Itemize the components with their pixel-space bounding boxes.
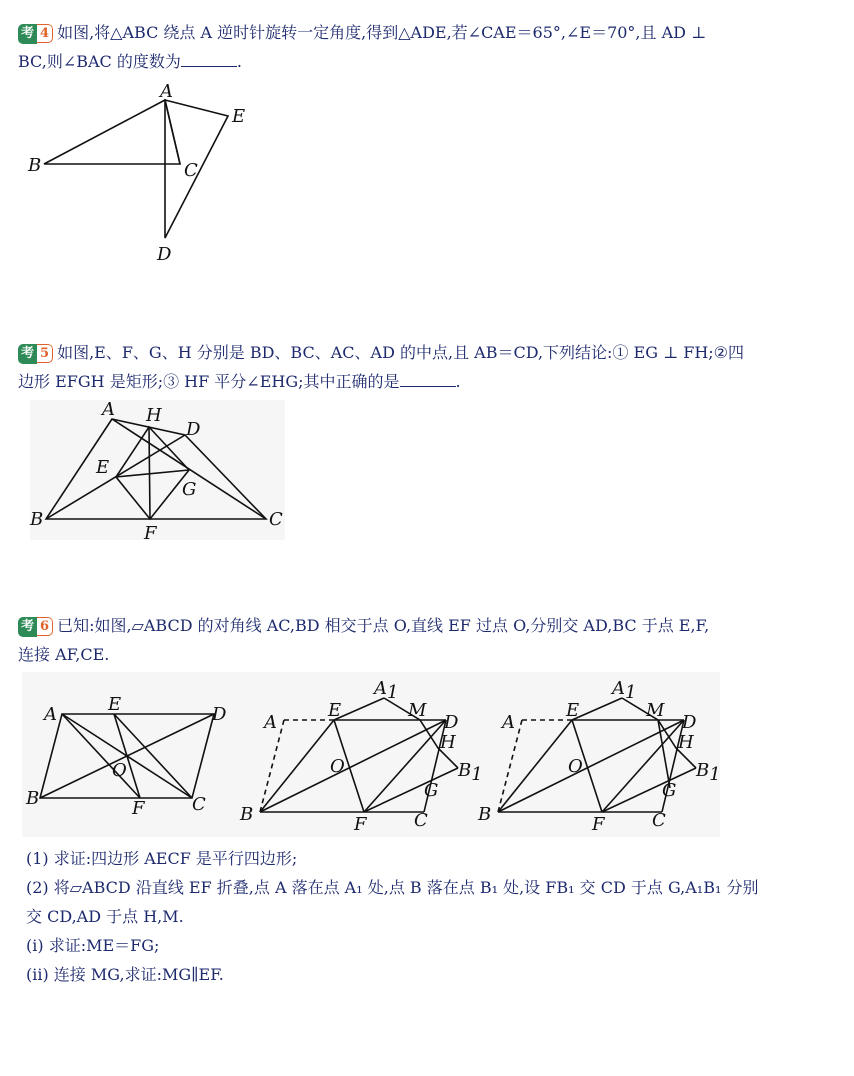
label-f: F (354, 814, 367, 835)
label-a: A (264, 712, 277, 733)
label-m: M (408, 700, 427, 721)
label-e: E (328, 700, 342, 721)
label-d: D (682, 712, 697, 733)
triangle-abc (44, 100, 180, 164)
figure-quadrilateral-midpoints (30, 395, 300, 545)
question-2-ii: (ii) 连接 MG,求证:MG∥EF. (26, 965, 224, 984)
label-b1: B1 (458, 760, 483, 785)
problem-5-text-line2: 边形 EFGH 是矩形;③ HF 平分∠EHG;其中正确的是 (18, 372, 400, 391)
diagonal-bd (260, 720, 446, 812)
label-c: C (269, 509, 283, 530)
problem-4-badge: 考 4 (18, 24, 53, 44)
problem-6-questions (26, 844, 826, 989)
label-d: D (186, 419, 201, 440)
problem-5-text-line1: 如图,E、F、G、H 分别是 BD、BC、AC、AD 的中点,且 AB＝CD,下列结论:① EG ⊥ FH;②四 (57, 343, 745, 362)
label-a: A (160, 81, 173, 102)
diagonal-bd (498, 720, 684, 812)
problem-6-text-line1: 已知:如图,▱ABCD 的对角线 AC,BD 相交于点 O,直线 EF 过点 O,分别交 AD,BC 于点 E,F, (57, 616, 710, 635)
label-a: A (102, 399, 115, 420)
label-c: C (652, 810, 666, 831)
label-b: B (240, 804, 254, 825)
label-f: F (592, 814, 605, 835)
label-h: H (678, 732, 694, 753)
label-g: G (662, 780, 677, 801)
problem-4-text-line2: BC,则∠BAC 的度数为 (18, 52, 181, 71)
segment-ea1 (572, 698, 622, 720)
answer-blank (400, 370, 456, 387)
label-f: F (132, 798, 145, 819)
question-1: (1) 求证:四边形 AECF 是平行四边形; (26, 849, 298, 868)
label-c: C (192, 794, 206, 815)
label-f: F (144, 523, 157, 544)
segment-ac (165, 100, 180, 164)
label-d: D (157, 244, 172, 265)
label-m: M (646, 700, 665, 721)
label-e: E (232, 106, 246, 127)
segment-fb1 (364, 768, 458, 812)
label-a: A (44, 704, 57, 725)
problem-6-badge: 考 6 (18, 617, 53, 637)
label-b: B (26, 788, 40, 809)
label-o: O (568, 756, 583, 777)
question-2-line2: 交 CD,AD 于点 H,M. (26, 907, 184, 926)
segment-eg (116, 470, 189, 477)
segment-be (260, 720, 334, 812)
label-h: H (440, 732, 456, 753)
segment-be (498, 720, 572, 812)
label-e: E (108, 694, 122, 715)
question-2-line1: (2) 将▱ABCD 沿直线 EF 折叠,点 A 落在点 A₁ 处,点 B 落在点 B₁ 处,设 FB₁ 交 CD 于点 G,A₁B₁ 分别 (26, 878, 759, 897)
label-c: C (184, 160, 198, 181)
problem-6 (18, 611, 828, 669)
segment-ea1 (334, 698, 384, 720)
answer-blank (181, 50, 237, 67)
label-h: H (146, 405, 162, 426)
label-d: D (212, 704, 227, 725)
figure-rotation-triangles (20, 80, 260, 270)
label-b: B (28, 155, 42, 176)
segment-hf (149, 427, 150, 519)
figure-fold-1 (236, 676, 486, 836)
label-g: G (424, 780, 439, 801)
label-b1: B1 (696, 760, 721, 785)
label-b: B (30, 509, 44, 530)
label-a: A (502, 712, 515, 733)
problem-4-text-line1: 如图,将△ABC 绕点 A 逆时针旋转一定角度,得到△ADE,若∠CAE＝65°,∠E＝70°,且 AD ⊥ (57, 23, 707, 42)
problem-5: 考 5 如图,E、F、G、H 分别是 BD、BC、AC、AD 的中点,且 AB＝CD,下列结论:① EG ⊥ FH;②四 边形 EFGH 是矩形;③ HF 平分∠EHG;其中正确的是 . (18, 343, 745, 391)
label-g: G (182, 479, 197, 500)
label-e: E (566, 700, 580, 721)
figure-parallelogram (22, 690, 242, 830)
problem-5-badge: 考 5 (18, 344, 53, 364)
figure-fold-2 (474, 676, 724, 836)
label-o: O (330, 756, 345, 777)
problem-6-text-line2: 连接 AF,CE. (18, 645, 110, 664)
label-a1: A1 (612, 678, 637, 703)
label-b: B (478, 804, 492, 825)
label-d: D (444, 712, 459, 733)
label-e: E (96, 457, 110, 478)
label-o: O (112, 760, 127, 781)
problem-4: 考 4 如图,将△ABC 绕点 A 逆时针旋转一定角度,得到△ADE,若∠CAE＝65°,∠E＝70°,且 AD ⊥ BC,则∠BAC 的度数为 . (18, 23, 707, 71)
label-c: C (414, 810, 428, 831)
segment-fb1 (602, 768, 696, 812)
label-a1: A1 (374, 678, 399, 703)
question-2-i: (i) 求证:ME＝FG; (26, 936, 160, 955)
segment-ef (114, 714, 140, 798)
